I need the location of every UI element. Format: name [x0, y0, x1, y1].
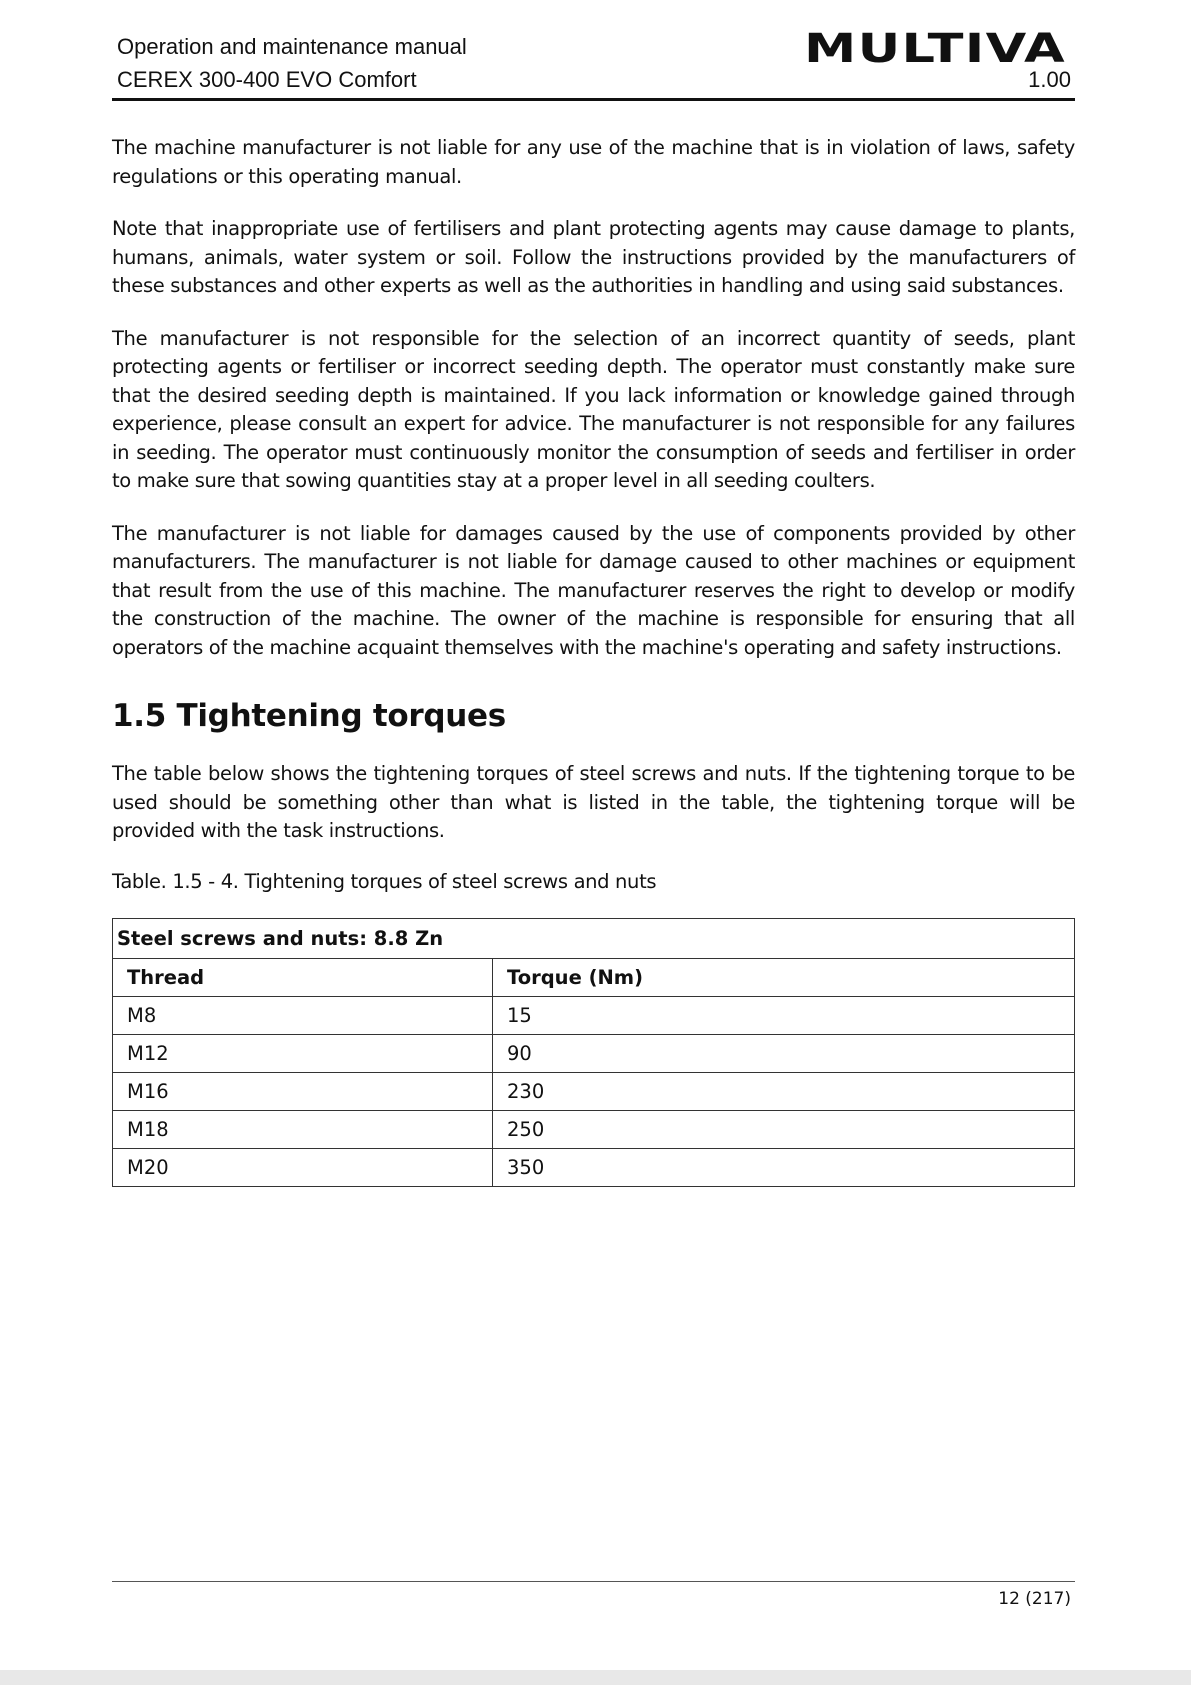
table-row: [113, 1148, 1075, 1186]
torque-cell: 90: [493, 1034, 1075, 1072]
table-caption: Table. 1.5 - 4. Tightening torques of steel screws and nuts: [112, 869, 657, 893]
torque-cell: 250: [493, 1110, 1075, 1148]
product-name: CEREX 300-400 EVO Comfort: [117, 67, 417, 92]
header-divider: [112, 98, 1075, 101]
footer-divider: [112, 1581, 1075, 1582]
document-version: 1.00: [1028, 67, 1071, 92]
torque-cell: 230: [493, 1072, 1075, 1110]
column-header-thread: Thread: [113, 958, 493, 996]
paragraph-liability: The machine manufacturer is not liable for any use of the machine that is in violation of laws, safety regulations or this operating manual.: [112, 136, 1075, 188]
table-header-row: [113, 958, 1075, 996]
page-bottom-edge: [0, 1670, 1191, 1685]
torque-cell: 15: [493, 996, 1075, 1034]
page-content: [112, 134, 1075, 1187]
table-group-header: Steel screws and nuts: 8.8 Zn: [113, 918, 1075, 958]
table-row: [113, 1110, 1075, 1148]
section-heading: 1.5 Tightening torques: [112, 698, 506, 734]
torque-table: [112, 918, 1075, 1187]
thread-cell: M20: [113, 1148, 493, 1186]
manual-title: Operation and maintenance manual: [117, 34, 467, 59]
torque-cell: 350: [493, 1148, 1075, 1186]
column-header-torque: Torque (Nm): [493, 958, 1075, 996]
multiva-logo-text: MULTIVA: [804, 26, 1066, 68]
table-row: [113, 996, 1075, 1034]
thread-cell: M12: [113, 1034, 493, 1072]
table-row: [113, 1072, 1075, 1110]
multiva-logo: [801, 24, 1069, 68]
page-number: 12 (217): [998, 1589, 1071, 1609]
paragraph-components: The manufacturer is not liable for damages caused by the use of components provided by other manufacturers. The manufacturer is not liable for damage caused to other machines or equipment that result from the use of this machine. The manufacturer reserves the right to develop or modify the construction of the machine. The owner of the machine is responsible for ensuring that all operators of the machine acquaint themselves with the machine's operating and safety instructions.: [112, 521, 1075, 659]
page-header: [112, 26, 1075, 100]
paragraph-fertilisers: Note that inappropriate use of fertilisers and plant protecting agents may cause damage to plants, humans, animals, water system or soil. Follow the instructions provided by the manufacturers of these substances and other experts as well as the authorities in handling and using said substances.: [112, 217, 1075, 297]
thread-cell: M16: [113, 1072, 493, 1110]
thread-cell: M8: [113, 996, 493, 1034]
section-intro: The table below shows the tightening torques of steel screws and nuts. If the tightening torque to be used should be something other than what is listed in the table, the tightening torque will be provided with the task instructions.: [112, 762, 1075, 842]
table-row: [113, 1034, 1075, 1072]
paragraph-seeding: The manufacturer is not responsible for the selection of an incorrect quantity of seeds, plant protecting agents or fertiliser or incorrect seeding depth. The operator must constantly make sure that the desired seeding depth is maintained. If you lack information or knowledge gained through experience, please consult an expert for advice. The manufacturer is not responsible for any failures in seeding. The operator must continuously monitor the consumption of seeds and fertiliser in order to make sure that sowing quantities stay at a proper level in all seeding coulters.: [112, 326, 1075, 492]
table-group-header-row: [113, 918, 1075, 958]
thread-cell: M18: [113, 1110, 493, 1148]
